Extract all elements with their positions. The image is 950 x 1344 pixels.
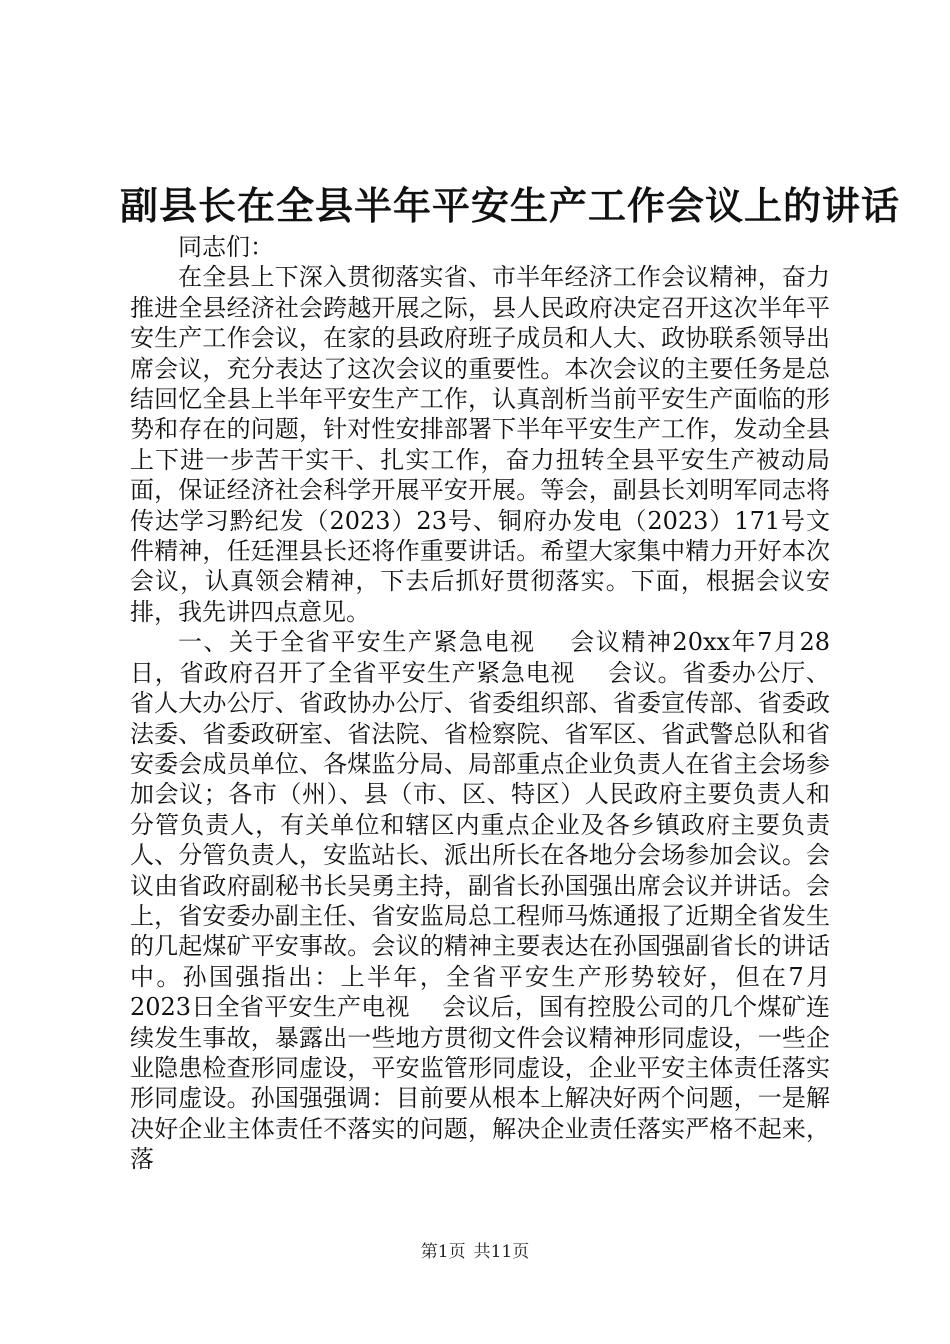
page-number: 第1页 xyxy=(420,1242,466,1262)
salutation: 同志们： xyxy=(178,233,274,261)
document-body xyxy=(130,232,830,1175)
page-total: 共11页 xyxy=(473,1242,530,1262)
document-title: 副县长在全县半年平安生产工作会议上的讲话 xyxy=(120,183,901,228)
page-footer xyxy=(0,1240,950,1264)
paragraph-section-one: 一、关于全省平安生产紧急电视 会议精神20xx年7月28日，省政府召开了全省平安生产紧急电视 会议。省委办公厅、省人大办公厅、省政协办公厅、省委组织部、省委宣传部、省委政法委、省委政研室、省法院、省检察院、省军区、省武警总队和省安委会成员单位、各煤监分局、局部重点企业负责人在省主会场参加会议；各市（州）、县（市、区、特区）人民政府主要负责人和分管负责人，有关单位和辖区内重点企业及各乡镇政府主要负责人、分管负责人，安监站长、派出所长在各地分会场参加会议。会议由省政府副秘书长吴勇主持，副省长孙国强出席会议并讲话。会上，省安委办副主任、省安监局总工程师马炼通报了近期全省发生的几起煤矿平安事故。会议的精神主要表达在孙国强副省长的讲话中。孙国强指出：上半年，全省平安生产形势较好，但在7月2023日全省平安生产电视 会议后，国有控股公司的几个煤矿连续发生事故，暴露出一些地方贯彻文件会议精神形同虚设，一些企业隐患检查形同虚设，平安监管形同虚设，企业平安主体责任落实形同虚设。孙国强强调：目前要从根本上解决好两个问题，一是解决好企业主体责任不落实的问题，解决企业责任落实严格不起来，落 xyxy=(130,628,830,1174)
paragraph-intro: 在全县上下深入贯彻落实省、市半年经济工作会议精神，奋力推进全县经济社会跨越开展之际，县人民政府决定召开这次半年平安生产工作会议，在家的县政府班子成员和人大、政协联系领导出席会议，充分表达了这次会议的重要性。本次会议的主要任务是总结回忆全县上半年平安生产工作，认真剖析当前平安生产面临的形势和存在的问题，针对性安排部署下半年平安生产工作，发动全县上下进一步苦干实干、扎实工作，奋力扭转全县平安生产被动局面，保证经济社会科学开展平安开展。等会，副县长刘明军同志将传达学习黔纪发（2023）23号、铜府办发电（2023）171号文件精神，任廷浬县长还将作重要讲话。希望大家集中精力开好本次会议，认真领会精神，下去后抓好贯彻落实。下面，根据会议安排，我先讲四点意见。 xyxy=(130,263,830,626)
